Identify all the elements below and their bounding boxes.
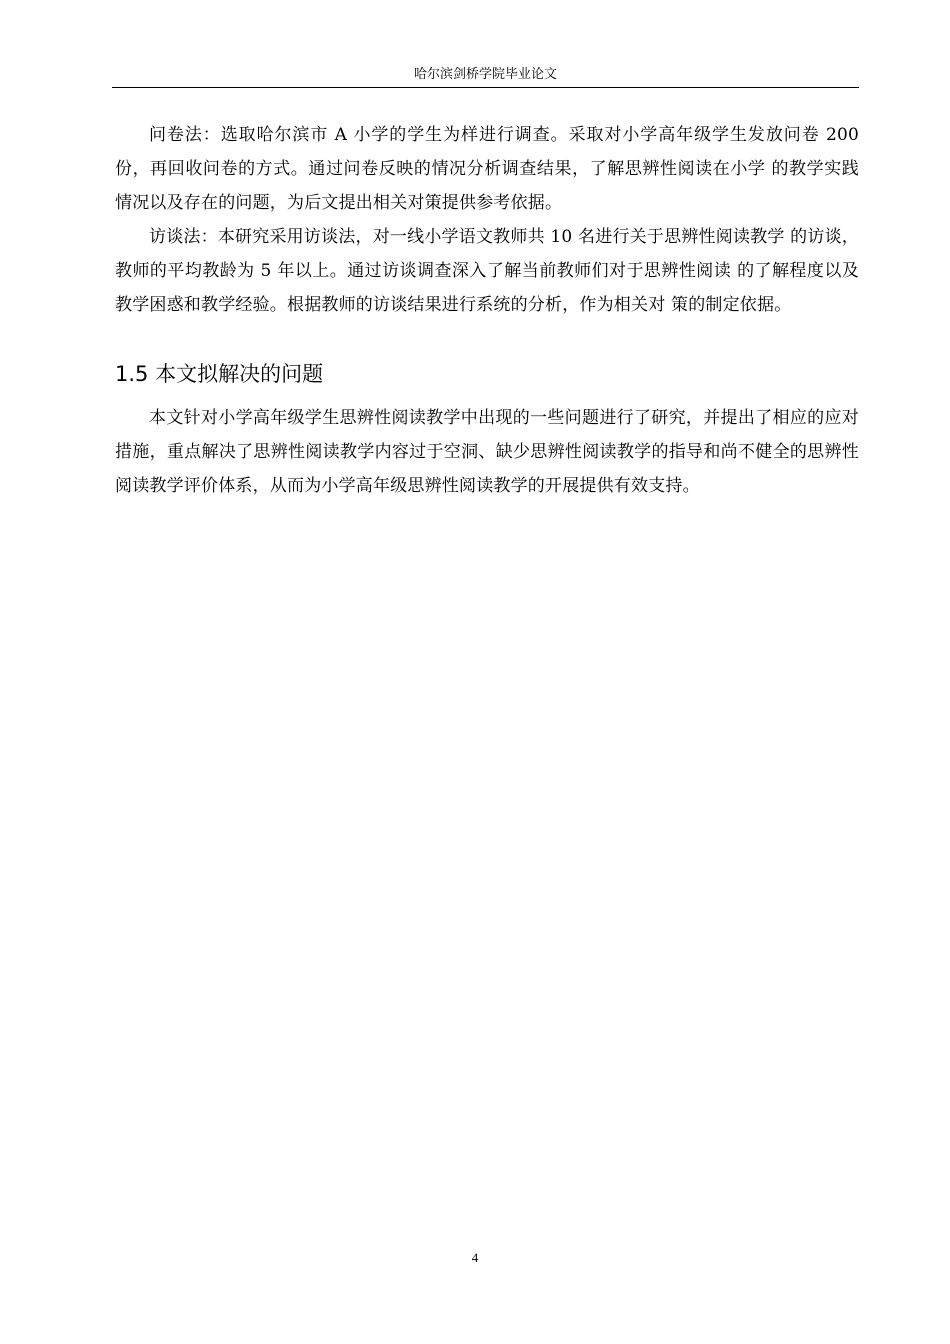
paragraph-questionnaire-method: 问卷法：选取哈尔滨市 A 小学的学生为样进行调查。采取对小学高年级学生发放问卷 200 份，再回收问卷的方式。通过问卷反映的情况分析调查结果，了解思辨性阅读在小学 的教学实践情况以及存在的问题，为后文提出相关对策提供参考依据。 <box>115 125 859 213</box>
section-heading: 1.5 本文拟解决的问题 <box>115 362 324 386</box>
running-header: 哈尔滨剑桥学院毕业论文 <box>413 66 557 81</box>
paragraph-interview-method: 访谈法：本研究采用访谈法，对一线小学语文教师共 10 名进行关于思辨性阅读教学 的访谈，教师的平均教龄为 5 年以上。通过访谈调查深入了解当前教师们对于思辨性阅读 的了解程度以及教学困惑和教学经验。根据教师的访谈结果进行系统的分析，作为相关对 策的制定依据。 <box>115 227 859 315</box>
header-rule <box>112 87 859 88</box>
page-number: 4 <box>471 1250 479 1265</box>
paragraph-problems-to-solve: 本文针对小学高年级学生思辨性阅读教学中出现的一些问题进行了研究，并提出了相应的应对措施，重点解决了思辨性阅读教学内容过于空洞、缺少思辨性阅读教学的指导和尚不健全的思辨性阅读教学评价体系，从而为小学高年级思辨性阅读教学的开展提供有效支持。 <box>115 408 859 496</box>
